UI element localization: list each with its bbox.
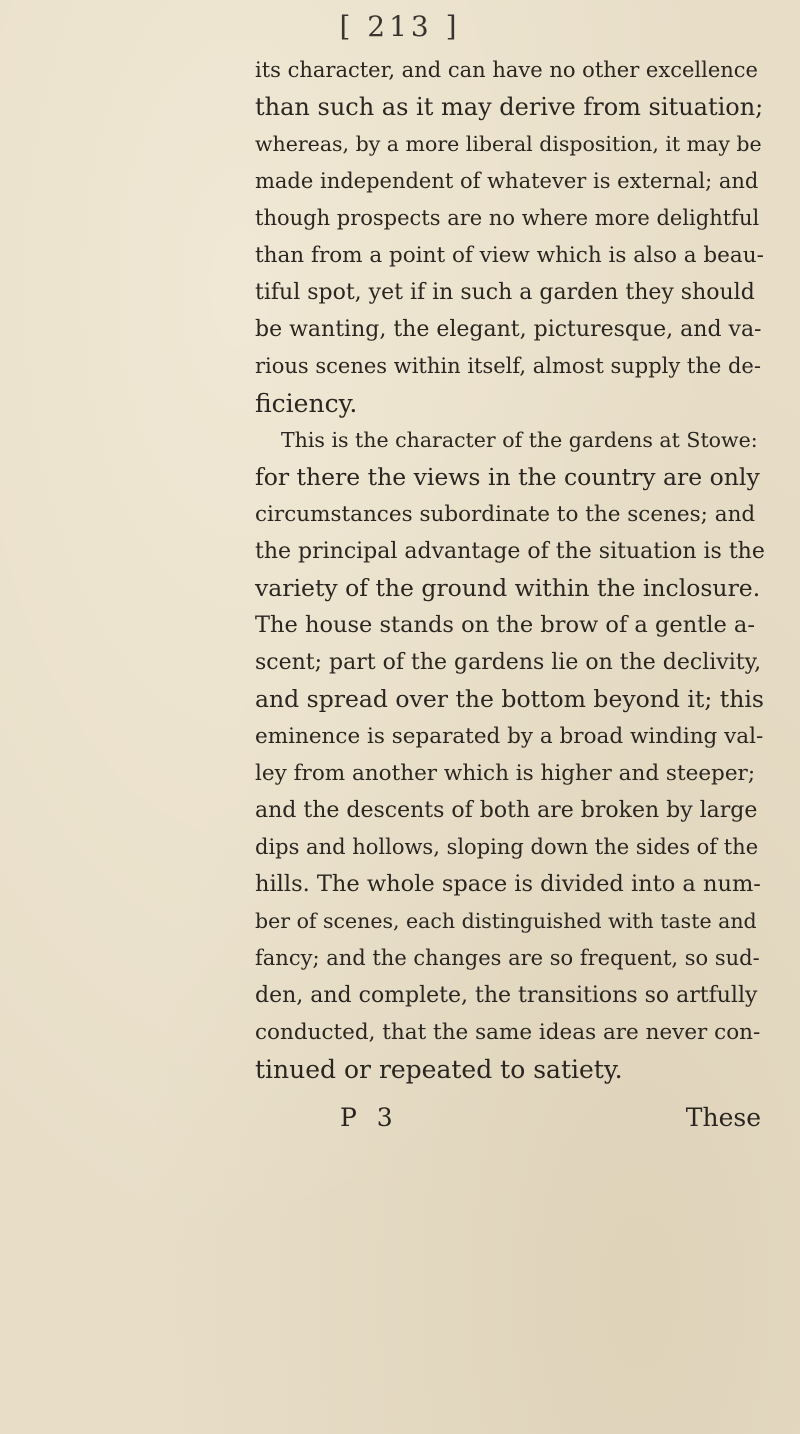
text-line: ficiency. xyxy=(255,389,358,418)
text-line: tinued or repeated to satiety. xyxy=(255,1055,623,1084)
text-line: dips and hollows, sloping down the sides of the xyxy=(255,835,759,859)
body-text xyxy=(255,52,765,1088)
text-line: hills. The whole space is divided into a num- xyxy=(255,871,761,897)
text-line: scent; part of the gardens lie on the declivity, xyxy=(255,650,762,675)
text-line: circumstances subordinate to the scenes; and xyxy=(255,502,756,527)
text-line: The house stands on the brow of a gentle a- xyxy=(255,612,755,638)
text-line: rious scenes within itself, almost supply the de- xyxy=(255,354,761,378)
text-line: conducted, that the same ideas are never con- xyxy=(255,1020,761,1045)
text-line: the principal advantage of the situation is the xyxy=(255,539,765,564)
text-line: though prospects are no where more delightful xyxy=(255,206,760,230)
page-number: [ 213 ] xyxy=(339,10,461,43)
text-line: its character, and can have no other excellence xyxy=(255,58,758,82)
text-line: made independent of whatever is external; and xyxy=(255,169,759,193)
text-line: and the descents of both are broken by large xyxy=(255,798,758,823)
text-line: tiful spot, yet if in such a garden they should xyxy=(255,280,755,305)
text-line: for there the views in the country are only xyxy=(255,463,760,491)
catchword: These xyxy=(685,1103,761,1132)
text-line: den, and complete, the transitions so artfully xyxy=(255,983,758,1008)
text-line: ley from another which is higher and steeper; xyxy=(255,761,756,786)
text-line: than such as it may derive from situation; xyxy=(255,93,764,121)
text-line: fancy; and the changes are so frequent, so sud- xyxy=(255,946,760,970)
text-line: eminence is separated by a broad winding val- xyxy=(255,724,764,749)
text-line: than from a point of view which is also a beau- xyxy=(255,243,764,268)
text-line: be wanting, the elegant, picturesque, and va- xyxy=(255,317,762,342)
text-line: ber of scenes, each distinguished with taste and xyxy=(255,909,757,933)
text-line: variety of the ground within the inclosure. xyxy=(255,574,761,602)
text-line: whereas, by a more liberal disposition, it may be xyxy=(255,132,762,156)
paragraph-start-line: This is the character of the gardens at Stowe: xyxy=(281,428,758,452)
page-footer xyxy=(255,1103,765,1143)
text-line: and spread over the bottom beyond it; this xyxy=(255,685,764,713)
signature-mark: P 3 xyxy=(340,1103,399,1132)
